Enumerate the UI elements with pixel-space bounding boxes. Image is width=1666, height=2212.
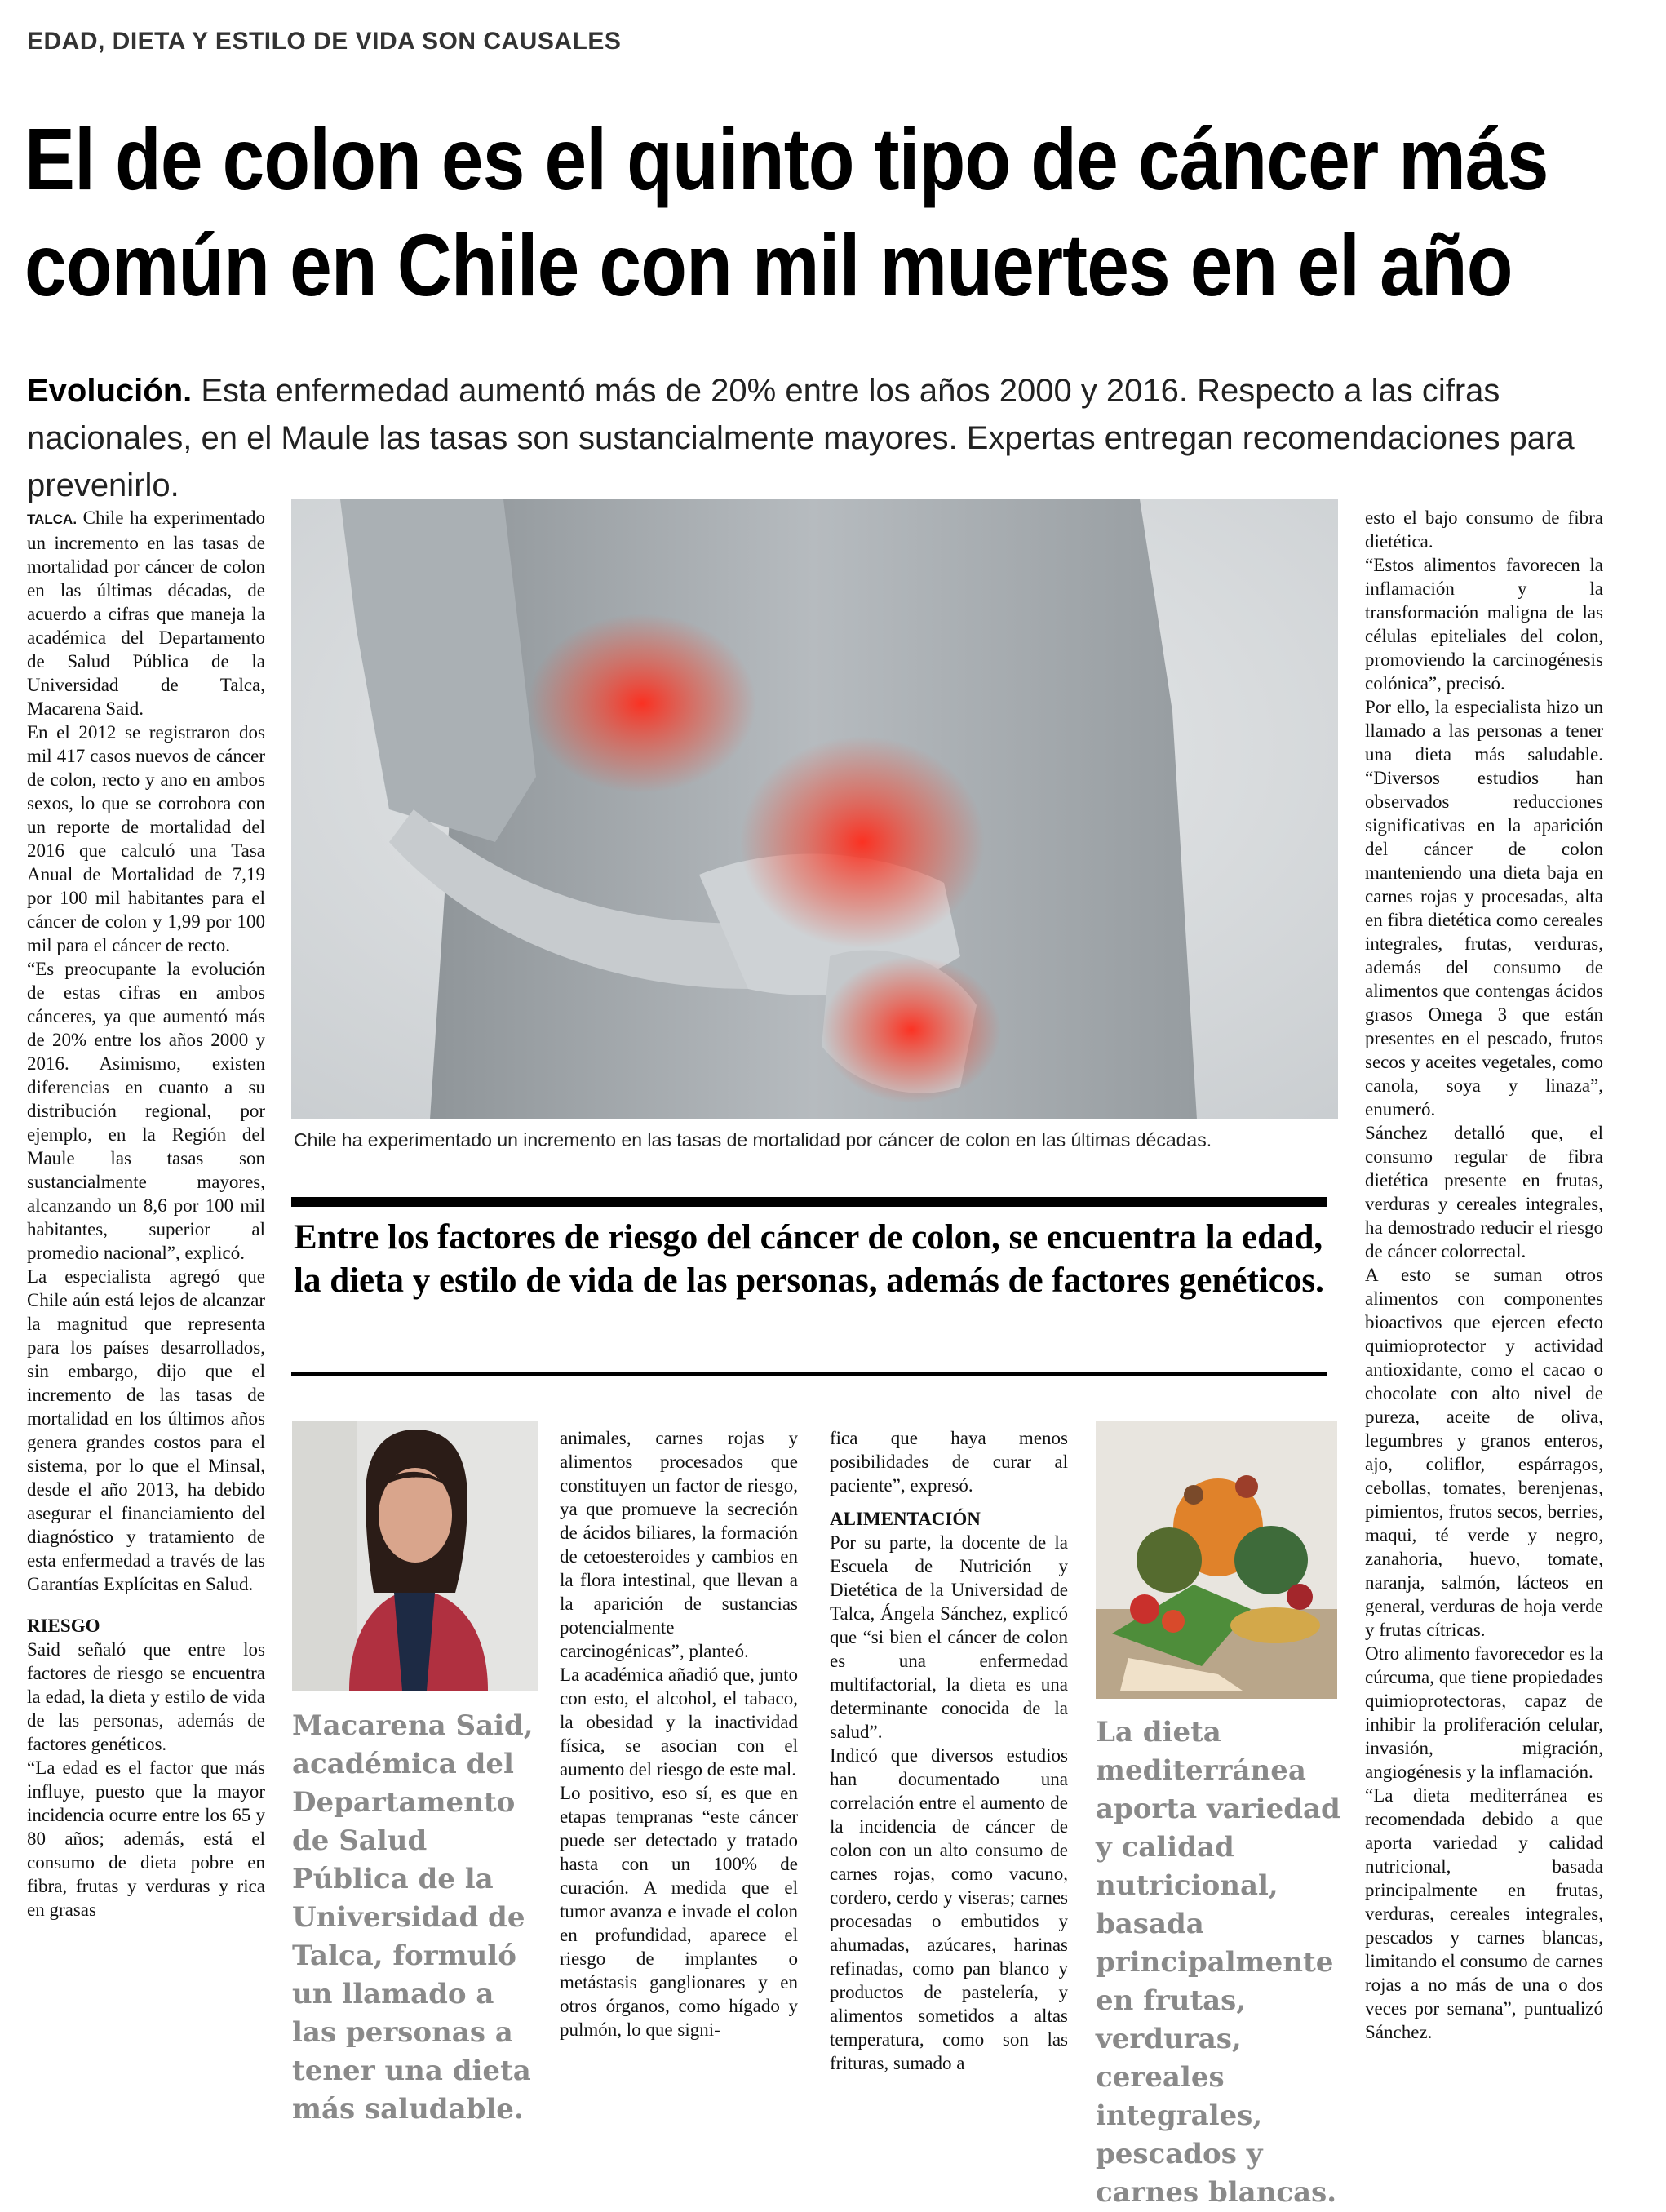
deck-text: Esta enfermedad aumentó más de 20% entre los años 2000 y 2016. Respecto a las cifras nacionales, en el Maule las tasas son sustancialmente mayores. Expertas entregan recomendaciones para prevenirlo.: [27, 373, 1575, 503]
portrait-quote: Macarena Said, académica del Departamento de Salud Pública de la Universidad de Talca, formuló un llamado a las personas a tener una dieta más saludable.: [292, 1709, 534, 2126]
col6-p4: Sánchez detalló que, el consumo regular de fibra dietética presente en frutas, verduras y cereales integrales, ha demostrado reducir el riesgo de cáncer colorrectal.: [1365, 1123, 1603, 1261]
col3-p3: Lo positivo, eso sí, es que en etapas tempranas “este cáncer puede ser detectado y tratado hasta con un 100% de curación. A medida que el tumor avanza e invade el colon en profundidad, aparece el riesgo de implantes o metástasis ganglionares y en otros órganos, como hígado y pulmón, lo que signi-: [560, 1783, 798, 2040]
deck: [27, 367, 1642, 509]
column-3: [560, 1426, 798, 2041]
column-6: [1365, 506, 1603, 2044]
pullquote-rule-bottom: [291, 1372, 1327, 1376]
col4-p2: Por su parte, la docente de la Escuela de Nutrición y Dietética de la Universidad de Talca, Ángela Sánchez, explicó que “si bien el cáncer de colon es una enfermedad multifactorial, la dieta es una determinante conocida de la salud”.: [830, 1532, 1068, 1742]
portrait-photo: [292, 1421, 538, 1691]
col4-p3: Indicó que diversos estudios han documentado una correlación entre el aumento de la incidencia de cáncer de colon con un alto consumo de carnes rojas, como vacuno, cordero, cerdo y viseras; carnes procesadas o embutidos y ahumadas, azúcares, harinas refinadas, como pan blanco y productos de pastelería, y alimentos sometidos a altas temperatura, como son las frituras, sumado a: [830, 1745, 1068, 2073]
col1-p5: Said señaló que entre los factores de riesgo se encuentra la edad, la dieta y estilo de vida de las personas, además de factores genéticos.: [27, 1639, 265, 1754]
deck-lead: Evolución.: [27, 373, 193, 409]
food-quote: La dieta mediterránea aporta variedad y calidad nutricional, basada principalmente en frutas, verduras, cereales integrales, pescados y carnes blancas.: [1096, 1716, 1340, 2209]
headline-line-2: común en Chile con mil muertes en el año: [24, 215, 1513, 314]
col3-p1: animales, carnes rojas y alimentos procesados que constituyen un factor de riesgo, ya que promueve la secreción de ácidos biliares, la formación de cetoesteroides y cambios en la flora intestinal, que llevan a la aparición de sustancias potencialmente carcinogénicas”, planteó.: [560, 1428, 798, 1661]
headline: [24, 106, 1549, 318]
kicker: EDAD, DIETA Y ESTILO DE VIDA SON CAUSALES: [27, 28, 622, 55]
column-1: [27, 506, 265, 1922]
stomach-pain-illustration: [291, 499, 1338, 1119]
subhead-riesgo: RIESGO: [27, 1616, 100, 1636]
col3-p2: La académica añadió que, junto con esto, el alcohol, el tabaco, la obesidad y la inactividad física, se asocian con el aumento del riesgo de este mal.: [560, 1665, 798, 1780]
pullquote: Entre los factores de riesgo del cáncer de colon, se encuentra la edad, la dieta y estilo de vida de las personas, además de factores genéticos.: [294, 1218, 1324, 1300]
col6-p5: A esto se suman otros alimentos con componentes bioactivos que ejercen efecto quimioprotector y actividad antioxidante, como el cacao o chocolate con alto nivel de pureza, aceite de oliva, legumbres y granos enteros, ajo, coliflor, espárragos, cebollas, tomates, berenjenas, pimientos, frutos secos, berries, maqui, té verde y negro, zanahoria, huevo, tomate, naranja, salmón, lácteos en general, verduras de hoja verde y frutas cítricas.: [1365, 1265, 1603, 1640]
dateline: TALCA.: [27, 512, 78, 527]
col1-p6: “La edad es el factor que más influye, puesto que la mayor incidencia ocurre entre los 65 y 80 años; además, está el consumo de dieta pobre en fibra, frutas y verduras y rica en grasas: [27, 1758, 265, 1920]
food-photo: [1096, 1421, 1337, 1699]
pullquote-rule-top: [291, 1197, 1327, 1207]
col4-p1: fica que haya menos posibilidades de curar al paciente”, expresó.: [830, 1428, 1068, 1496]
main-photo-caption: Chile ha experimentado un incremento en las tasas de mortalidad por cáncer de colon en las últimas décadas.: [294, 1129, 1212, 1150]
col1-p2: En el 2012 se registraron dos mil 417 casos nuevos de cáncer de colon, recto y ano en ambos sexos, lo que se corrobora con un reporte de mortalidad del 2016 que calculó una Tasa Anual de Mortalidad de 7,19 por 100 mil habitantes para el cáncer de colon y 1,99 por 100 mil para el cáncer de recto.: [27, 722, 265, 955]
col6-p7: “La dieta mediterránea es recomendada debido a que aporta variedad y calidad nutricional, basada principalmente en frutas, verduras, cereales integrales, pescados y carnes blancas, limitando el consumo de carnes rojas a no más de una o dos veces por semana”, puntualizó Sánchez.: [1365, 1785, 1603, 2042]
headline-line-1: El de colon es el quinto tipo de cáncer más: [24, 109, 1549, 208]
col1-p4: La especialista agregó que Chile aún está lejos de alcanzar la magnitud que representa para los países desarrollados, sin embargo, dijo que el incremento de las tasas de mortalidad en los últimos años genera grandes costos para el sistema, por lo que el Minsal, desde el año 2013, ha debido asegurar el financiamiento del diagnóstico y tratamiento de esta enfermedad a través de las Garantías Explícitas en Salud.: [27, 1266, 265, 1594]
col1-p1: Chile ha experimentado un incremento en las tasas de mortalidad por cáncer de colon en las últimas décadas, de acuerdo a cifras que maneja la académica del Departamento de Salud Pública de la Universidad de Talca, Macarena Said.: [27, 508, 265, 719]
column-4: [830, 1426, 1068, 2075]
col6-p3: Por ello, la especialista hizo un llamado a las personas a tener una dieta más saludable. “Diversos estudios han observados reducciones significativas en la aparición del cáncer de colon manteniendo una dieta baja en carnes rojas y procesadas, alta en fibra dietética como cereales integrales, frutas, verduras, además del consumo de alimentos que contengas ácidos grasos Omega 3 que están presentes en el pescado, frutos secos y aceites vegetales, como canola, soya y linaza”, enumeró.: [1365, 697, 1603, 1119]
portrait-illustration: [292, 1421, 538, 1691]
subhead-alimentacion: ALIMENTACIÓN: [830, 1509, 981, 1529]
col6-p1: esto el bajo consumo de fibra dietética.: [1365, 508, 1603, 552]
stomach-pain-photo: [291, 499, 1338, 1119]
food-illustration: [1096, 1421, 1337, 1699]
col6-p2: “Estos alimentos favorecen la inflamación y la transformación maligna de las células epiteliales del colon, promoviendo la carcinogénesis colónica”, precisó.: [1365, 555, 1603, 694]
col6-p6: Otro alimento favorecedor es la cúrcuma, que tiene propiedades quimioprotectoras, capaz de inhibir la proliferación celular, invasión, migración, angiogénesis y la inflamación.: [1365, 1643, 1603, 1782]
col1-p3: “Es preocupante la evolución de estas cifras en ambos cánceres, ya que aumentó más de 20% entre los años 2000 y 2016. Asimismo, existen diferencias en cuanto a su distribución regional, por ejemplo, en la Región del Maule las tasas son sustancialmente mayores, alcanzando un 8,6 por 100 mil habitantes, superior al promedio nacional”, explicó.: [27, 959, 265, 1263]
